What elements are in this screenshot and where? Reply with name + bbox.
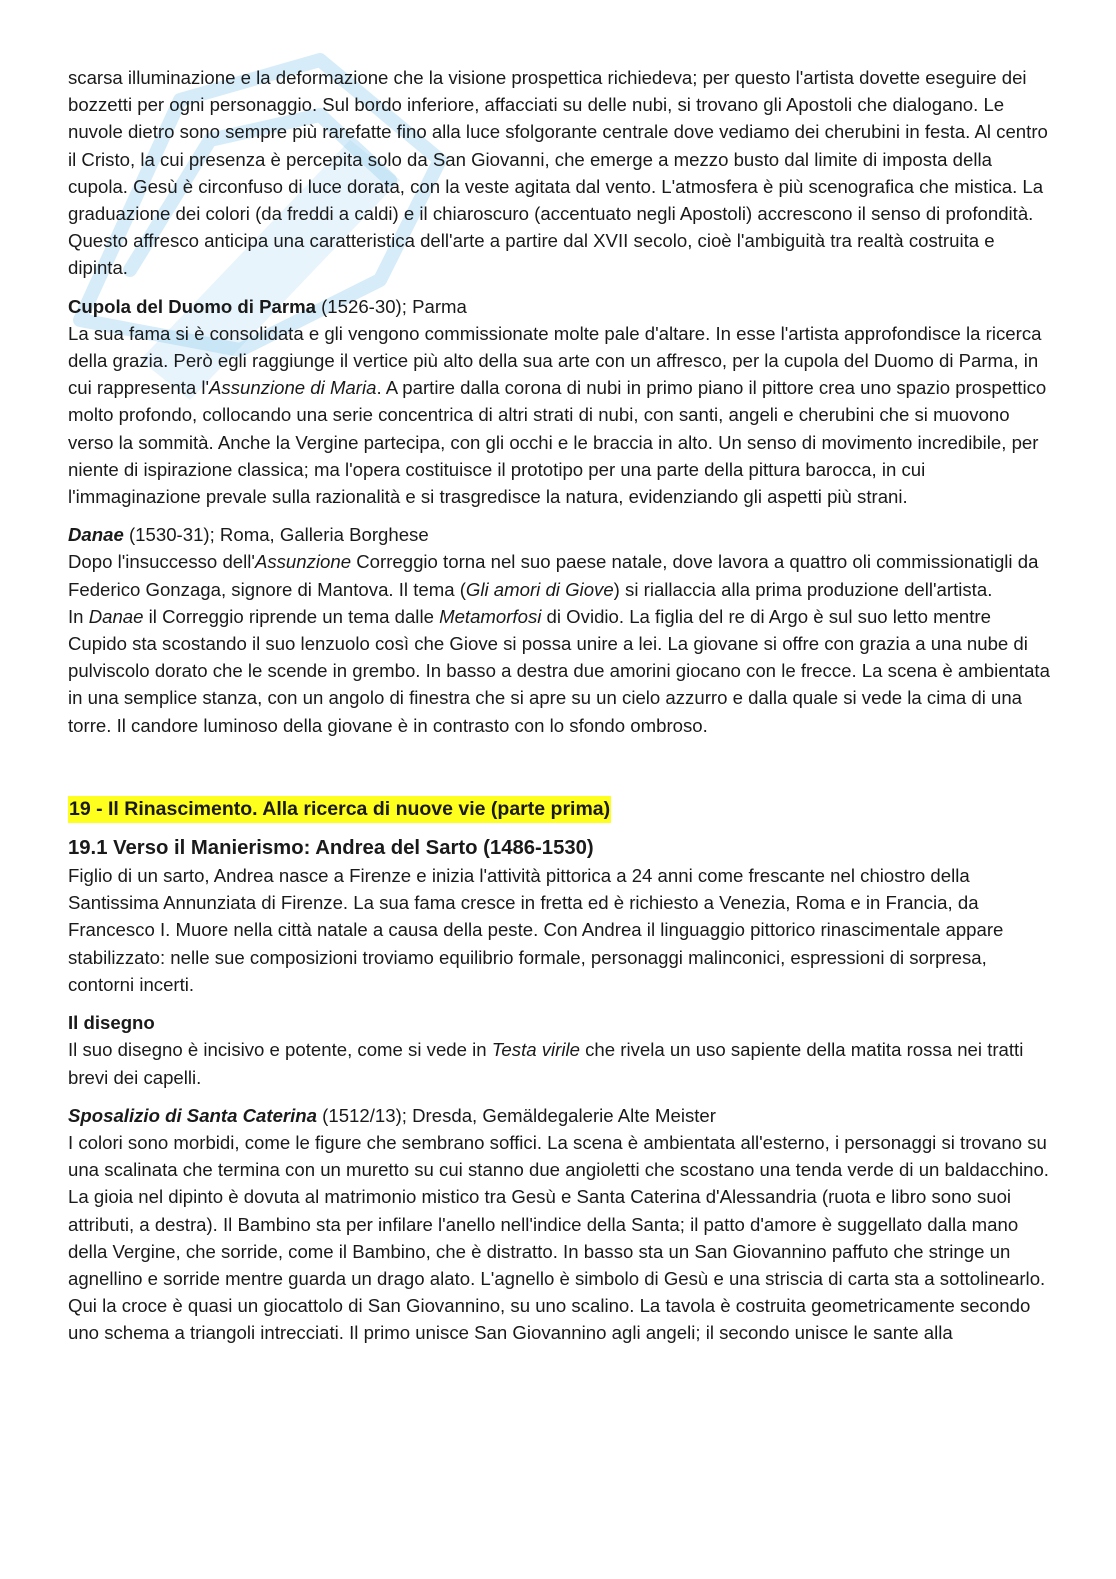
danae-p2-c: di Ovidio. La figlia del re di Argo è sul suo letto mentre Cupido sta scostando il suo lenzuolo così che Giove si possa unire a lei. La giovane si offre con grazia a una nube di pulviscolo dorato che le scende in grembo. In basso a destra due amorini giocano con le frecce. La scena è ambientata in una semplice stanza, con un angolo di finestra che si apre su un cielo azzurro e dalla quale si vede la cima di una torre. Il candore luminoso della giovane è in contrasto con lo sfondo ombroso. <box>68 605 1050 736</box>
intro-paragraph: scarsa illuminazione e la deformazione che la visione prospettica richiedeva; per questo l'artista dovette eseguire dei bozzetti per ogni personaggio. Sul bordo inferiore, affacciati su delle nubi, si trovano gli Apostoli che dialogano. Le nuvole dietro sono sempre più rarefatte fino alla luce sfolgorante centrale dove vediamo dei cherubini in festa. Al centro il Cristo, la cui presenza è percepita solo da San Giovanni, che emerge a mezzo busto dal limite di imposta della cupola. Gesù è circonfuso di luce dorata, con la veste agitata dal vento. L'atmosfera è più scenografica che mistica. La graduazione dei colori (da freddi a caldi) e il chiaroscuro (accentuato negli Apostoli) accrescono il senso di profondità. Questo affresco anticipa una caratteristica dell'arte a partire dal XVII secolo, cioè l'ambiguità tra realtà costruita e dipinta. <box>68 67 1048 279</box>
danae-paragraph-2 <box>68 603 1053 739</box>
disegno-paragraph <box>68 1036 1053 1090</box>
danae-p1-a: Dopo l'insuccesso dell' <box>68 551 255 573</box>
cupola-title: Cupola del Duomo di Parma <box>68 295 316 317</box>
sposalizio-paragraph: I colori sono morbidi, come le figure che sembrano soffici. La scena è ambientata all'esterno, i personaggi si trovano su una scalinata che termina con un muretto su cui stanno due angioletti che scostano una tenda verde di un baldacchino. La gioia nel dipinto è dovuta al matrimonio mistico tra Gesù e Santa Caterina d'Alessandria (ruota e libro sono suoi attributi, a destra). Il Bambino sta per infilare l'anello nell'indice della Santa; il patto d'amore è suggellato dalla mano della Vergine, che sorride, come il Bambino, che è distratto. In basso sta un San Giovannino paffuto che stringe un agnellino e sorride mentre guarda un drago alato. L'agnello è simbolo di Gesù e una striscia di carta sta a sottolinearlo. Qui la croce è quasi un giocattolo di San Giovannino, su uno scalino. La tavola è costruita geometricamente secondo uno schema a triangoli intrecciati. Il primo unisce San Giovannino agli angeli; il secondo unisce le sante alla <box>68 1131 1049 1344</box>
disegno-text-b: che rivela un uso sapiente della matita rossa nei tratti brevi dei capelli. <box>68 1039 1024 1088</box>
sposalizio-meta: (1512/13); Dresda, Gemäldegalerie Alte Meister <box>317 1104 716 1126</box>
disegno-text-a: Il suo disegno è incisivo e potente, come si vede in <box>68 1039 492 1061</box>
danae-p2-italic2: Metamorfosi <box>439 605 542 627</box>
disegno-italic: Testa virile <box>491 1039 580 1061</box>
danae-p1-italic2: Gli amori di Giove <box>465 578 614 600</box>
danae-title: Danae <box>68 524 124 546</box>
chapter-heading-row <box>68 795 1053 823</box>
cupola-italic-assunzione: Assunzione di Maria <box>209 377 377 399</box>
sposalizio-title: Sposalizio di Santa Caterina <box>68 1104 318 1126</box>
danae-p1-italic: Assunzione <box>254 551 352 573</box>
danae-meta: (1530-31); Roma, Galleria Borghese <box>123 524 429 546</box>
chapter-title: 19 - Il Rinascimento. Alla ricerca di nuove vie (parte prima) <box>68 796 611 823</box>
danae-p2-italic: Danae <box>88 605 144 627</box>
danae-p1-c: ) si riallaccia alla prima produzione dell'artista. <box>613 578 993 600</box>
danae-p1-b: Correggio torna nel suo paese natale, dove lavora a quattro oli commissionatigli da Federico Gonzaga, signore di Mantova. Il tema ( <box>68 551 1039 600</box>
cupola-meta: (1526-30); Parma <box>315 295 467 317</box>
sposalizio-heading <box>68 1102 1053 1129</box>
cupola-paragraph <box>68 320 1053 510</box>
danae-p2-b: il Correggio riprende un tema dalle <box>143 605 440 627</box>
section-title: 19.1 Verso il Manierismo: Andrea del Sarto (1486-1530) <box>68 837 594 860</box>
danae-p2-a: In <box>68 605 89 627</box>
disegno-title: Il disegno <box>68 1012 155 1034</box>
danae-heading <box>68 521 1053 548</box>
section-paragraph: Figlio di un sarto, Andrea nasce a Firenze e inizia l'attività pittorica a 24 anni come frescante nel chiostro della Santissima Annunziata di Firenze. La sua fama cresce in fretta ed è richiesto a Venezia, Roma e in Francia, da Francesco I. Muore nella città natale a causa della peste. Con Andrea il linguaggio pittorico rinascimentale appare stabilizzato: nelle sue composizioni troviamo equilibrio formale, personaggi malinconici, espressioni di sorpresa, contorni incerti. <box>68 865 1004 995</box>
document-page <box>68 64 1053 1347</box>
cupola-text-a: La sua fama si è consolidata e gli vengono commissionate molte pale d'altare. In esse l'artista approfondisce la ricerca della grazia. Però egli raggiunge il vertice più alto della sua arte con un affresco, per la cupola del Duomo di Parma, in cui rappresenta l' <box>68 322 1042 399</box>
cupola-text-b: . A partire dalla corona di nubi in primo piano il pittore crea uno spazio prospettico molto profondo, collocando una serie concentrica di altri strati di nubi, con santi, angeli e cherubini che si muovono verso la sommità. Anche la Vergine partecipa, con gli occhi e le braccia in alto. Un senso di movimento incredibile, per niente di ispirazione classica; ma l'opera costituisce il prototipo per una parte della pittura barocca, in cui l'immaginazione prevale sulla razionalità e si trasgredisce la natura, evidenziando gli aspetti più strani. <box>68 377 1047 508</box>
cupola-heading <box>68 293 1053 320</box>
danae-paragraph-1 <box>68 548 1053 602</box>
